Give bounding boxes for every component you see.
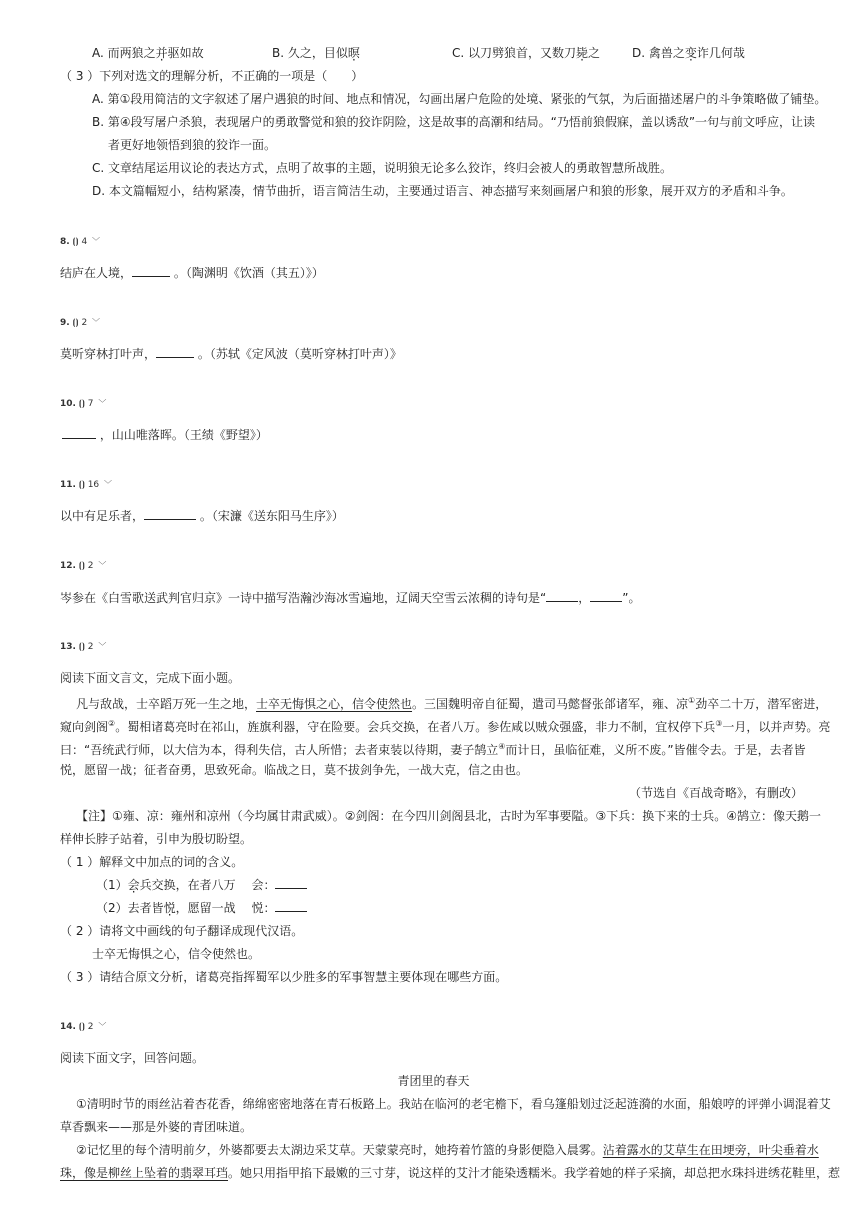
q13-sub1-a-blank[interactable] [275, 876, 307, 889]
q12-header[interactable]: 12. ⦗⦘ 2 ﹀ [60, 561, 107, 571]
q13-sub1-b: （2）去者皆悦，愿留一战 悦： [96, 899, 307, 917]
q13-note-1: 【注】①雍、凉：雍州和凉州（今均属甘肃武威）。②剑阁：在今四川剑阁县北，古时为军事要隘。③下兵：换下来的士兵。④鹄立：像天鹅一 [76, 809, 822, 823]
q10-header[interactable]: 10. ⦗⦘ 7 ﹀ [60, 399, 107, 409]
q7-sub3-option-a: A. 第①段用简洁的文字叙述了屠户遇狼的时间、地点和情况，勾画出屠户危险的处境、紧张的气氛，为后面描述屠户的斗争策略做了铺垫。 [92, 92, 827, 106]
chevron-down-icon[interactable]: ﹀ [98, 642, 107, 651]
q13-sub1: （ 1 ）解释文中加点的词的含义。 [60, 855, 244, 869]
q9-text: 莫听穿林打叶声， 。（苏轼《定风波（莫听穿林打叶声）》 [60, 347, 402, 361]
q9-header[interactable]: 9. ⦗⦘ 2 ﹀ [60, 318, 101, 328]
q14-p1-line-2: 草香飘来——那是外婆的青团味道。 [60, 1120, 253, 1134]
q13-passage-line-4: 悦，愿留一战；征者奋勇，思致死命。临战之日，莫不拔剑争先，一战大克，信之由也。 [60, 763, 529, 777]
q7-sub3-option-b-cont: 者更好地领悟到狼的狡诈一面。 [108, 138, 277, 152]
q14-p2-line-2: 珠，像是柳丝上坠着的翡翠耳珰。她只用指甲掐下最嫩的三寸芽，说这样的艾汁才能染透糯米。我学着她的样子采摘，却总把水珠抖进绣花鞋里，惹 [60, 1166, 841, 1180]
q13-sub2-sentence: 士卒无悔惧之心，信令使然也。 [92, 947, 261, 961]
q13-sub1-b-blank[interactable] [275, 899, 307, 912]
q13-sub3: （ 3 ）请结合原文分析，诸葛亮指挥蜀军以少胜多的军事智慧主要体现在哪些方面。 [60, 970, 508, 984]
q13-sub1-a: （1）会兵交换，在者八万 会： [96, 876, 307, 894]
chevron-down-icon[interactable]: ﹀ [98, 561, 107, 570]
q14-p2-line-1: ②记忆里的每个清明前夕，外婆都要去太湖边采艾草。天蒙蒙亮时，她挎着竹篮的身影便隐入晨雾。沾着露水的艾草生在田埂旁，叶尖垂着水 [76, 1143, 819, 1157]
q13-intro: 阅读下面文言文，完成下面小题。 [60, 671, 241, 685]
chevron-down-icon[interactable]: ﹀ [98, 1022, 107, 1031]
chevron-down-icon[interactable]: ﹀ [92, 237, 101, 246]
q7-option-a: A. 而两狼之并驱如故 [92, 46, 204, 60]
q7-sub3-option-c: C. 文章结尾运用议论的表达方式，点明了故事的主题，说明狼无论多么狡诈，终归会被人的勇敢智慧所战胜。 [92, 161, 673, 175]
q13-passage-line-2: 窥向剑阁②。蜀相诸葛亮时在祁山，旌旗利器，守在险要。会兵交换，在者八万。参佐咸以贼众强盛，非力不制，宜权停下兵③一月，以并声势。亮 [60, 719, 831, 734]
q7-option-c: C. 以刀劈狼首，又数刀毙之 [452, 46, 601, 60]
q13-note-2: 样伸长脖子站着，引申为殷切盼望。 [60, 832, 253, 846]
q8-header[interactable]: 8. ⦗⦘ 4 ﹀ [60, 237, 101, 247]
q8-blank[interactable] [132, 264, 170, 277]
q14-intro: 阅读下面文字，回答问题。 [60, 1051, 205, 1065]
q13-passage-line-1: 凡与敌战，士卒蹈万死一生之地，士卒无悔惧之心，信令使然也。三国魏明帝自征蜀，遣司马懿督张郃诸军，雍、凉①劲卒二十万，潜军密进， [76, 696, 828, 711]
q13-passage-line-3: 曰：“吾统武行师，以大信为本，得利失信，古人所惜；去者束装以待期，妻子鹄立④而计日，虽临征难，义所不废。”皆催令去。于是，去者皆 [60, 742, 806, 757]
chevron-down-icon[interactable]: ﹀ [92, 318, 101, 327]
q13-sub2: （ 2 ）请将文中画线的句子翻译成现代汉语。 [60, 924, 304, 938]
q7-option-d: D. 禽兽之变诈几何哉 [632, 46, 745, 60]
q7-sub3-stem: （ 3 ）下列对选文的理解分析，不正确的一项是（ ） [60, 69, 364, 83]
q14-title: 青团里的春天 [397, 1074, 470, 1088]
chevron-down-icon[interactable]: ﹀ [98, 399, 107, 408]
q11-blank[interactable] [144, 507, 196, 520]
q10-text: ，山山唯落晖。（王绩《野望》） [62, 426, 268, 444]
q12-blank-1[interactable] [546, 589, 578, 602]
q11-header[interactable]: 11. ⦗⦘ 16 ﹀ [60, 480, 113, 490]
q12-text: 岑参在《白雪歌送武判官归京》一诗中描写浩瀚沙海冰雪遍地，辽阔天空雪云浓稠的诗句是“ ， ”。 [60, 591, 641, 605]
chevron-down-icon[interactable]: ﹀ [104, 480, 113, 489]
q11-text: 以中有足乐者， 。（宋濂《送东阳马生序》） [60, 509, 344, 523]
q10-blank[interactable] [62, 426, 96, 439]
q8-text: 结庐在人境， 。（陶渊明《饮酒（其五）》） [60, 266, 324, 280]
q7-option-b: B. 久之，目似暝 [272, 46, 360, 60]
q14-header[interactable]: 14. ⦗⦘ 2 ﹀ [60, 1022, 107, 1032]
q7-sub3-option-d: D. 本文篇幅短小，结构紧凑，情节曲折，语言简洁生动，主要通过语言、神态描写来刻画屠户和狼的形象，展开双方的矛盾和斗争。 [92, 184, 793, 198]
q12-blank-2[interactable] [590, 589, 622, 602]
q14-p1-line-1: ①清明时节的雨丝沾着杏花香，绵绵密密地落在青石板路上。我站在临河的老宅檐下，看乌篷船划过泛起涟漪的水面，船娘哼的评弹小调混着艾 [76, 1097, 831, 1111]
q9-blank[interactable] [156, 345, 194, 358]
q7-sub3-option-b: B. 第④段写屠户杀狼，表现屠户的勇敢警觉和狼的狡诈阴险，这是故事的高潮和结局。“乃悟前狼假寐，盖以诱敌”一句与前文呼应，让读 [92, 115, 816, 129]
q13-header[interactable]: 13. ⦗⦘ 2 ﹀ [60, 642, 107, 652]
q13-source: （节选自《百战奇略》，有删改） [628, 786, 803, 800]
